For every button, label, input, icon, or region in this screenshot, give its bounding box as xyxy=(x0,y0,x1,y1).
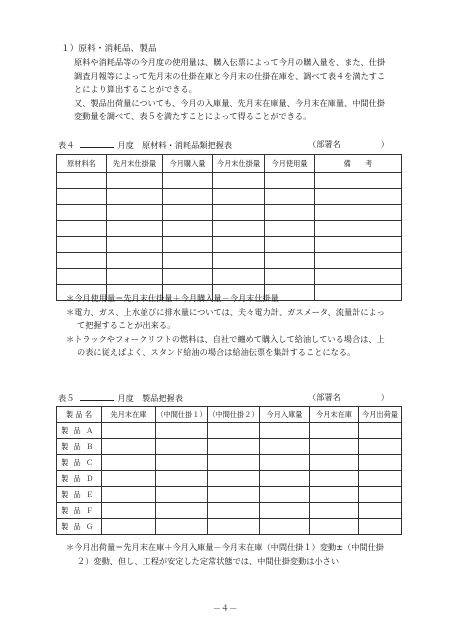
table-header-row xyxy=(57,155,402,173)
table-cell: 製 品 Ｅ xyxy=(57,487,102,503)
table-row xyxy=(57,439,402,455)
col-header: 今月入庫量 xyxy=(260,407,310,423)
table-cell xyxy=(107,269,163,285)
table4-label: 表４ xyxy=(58,140,75,150)
table-cell xyxy=(156,455,208,471)
table-cell xyxy=(213,237,265,253)
table-cell: 製 品 Ｄ xyxy=(57,471,102,487)
table-cell xyxy=(102,455,156,471)
col-header: 備 考 xyxy=(315,155,402,173)
table-cell xyxy=(156,503,208,519)
note-line: て把握することが出来る。 xyxy=(77,320,176,330)
page-number: －４－ xyxy=(212,603,238,613)
table-cell xyxy=(57,221,107,237)
table-cell xyxy=(359,471,402,487)
note-line: ＊トラックやフォークリフトの燃料は、自社で纏めて購入して給油している場合は、上 xyxy=(66,333,385,344)
table-cell xyxy=(310,503,359,519)
table-cell xyxy=(163,205,213,221)
table-cell xyxy=(359,423,402,439)
table-cell xyxy=(260,503,310,519)
table-cell xyxy=(156,439,208,455)
table-cell xyxy=(260,487,310,503)
table-cell xyxy=(310,423,359,439)
table-cell xyxy=(310,455,359,471)
table-cell xyxy=(208,455,260,471)
table-cell xyxy=(208,503,260,519)
table-cell xyxy=(102,503,156,519)
table-cell xyxy=(310,487,359,503)
table-row xyxy=(57,471,402,487)
table-cell xyxy=(315,253,402,269)
table-row xyxy=(57,269,402,285)
table-cell xyxy=(57,253,107,269)
table-cell xyxy=(260,471,310,487)
table-cell xyxy=(315,173,402,189)
table5-dept xyxy=(308,392,389,403)
table-cell xyxy=(208,471,260,487)
table-cell xyxy=(265,189,315,205)
table-row xyxy=(57,189,402,205)
table-cell xyxy=(163,189,213,205)
col-header: 先月末仕掛量 xyxy=(107,155,163,173)
table-cell xyxy=(213,269,265,285)
month-blank-line xyxy=(80,139,114,148)
col-header: 製 品 名 xyxy=(57,407,102,423)
table-cell xyxy=(213,205,265,221)
table-cell xyxy=(107,237,163,253)
table4-name: 原材料・消耗品類把握表 xyxy=(141,140,233,150)
section-heading: １）原料・消耗品、製品 xyxy=(61,44,157,54)
note-line: ＊今月使用量＝先月末仕掛量＋今月購入量－今月末仕掛量 xyxy=(66,293,279,303)
table-cell xyxy=(213,253,265,269)
dept-close: ） xyxy=(380,392,389,402)
col-header: 今月使用量 xyxy=(265,155,315,173)
table-cell xyxy=(156,487,208,503)
table-cell xyxy=(102,471,156,487)
table-row xyxy=(57,455,402,471)
note-line: の表に従えばよく、スタンド給油の場合は給油伝票を集計することになる。 xyxy=(77,347,356,357)
table-cell xyxy=(102,439,156,455)
table-cell xyxy=(359,439,402,455)
table-cell xyxy=(102,487,156,503)
dept-label: （部署名 xyxy=(308,392,341,402)
materials-table xyxy=(56,154,402,301)
table5-month: 月度 xyxy=(117,393,134,403)
table-cell xyxy=(310,439,359,455)
col-header: 今月末仕掛量 xyxy=(213,155,265,173)
col-header: （中間仕掛１） xyxy=(156,407,208,423)
table-cell xyxy=(359,503,402,519)
table-cell xyxy=(163,269,213,285)
table-cell xyxy=(163,221,213,237)
table-cell xyxy=(260,455,310,471)
table5-title xyxy=(58,392,183,404)
table-cell xyxy=(315,221,402,237)
table-cell xyxy=(102,519,156,535)
table-cell xyxy=(57,173,107,189)
table-cell xyxy=(315,269,402,285)
table-cell: 製 品 Ｇ xyxy=(57,519,102,535)
table-cell xyxy=(265,173,315,189)
table-cell xyxy=(315,189,402,205)
table-row xyxy=(57,237,402,253)
col-header: 今月出荷量 xyxy=(359,407,402,423)
table-cell xyxy=(156,471,208,487)
col-header: （中間仕掛２） xyxy=(208,407,260,423)
table-cell xyxy=(315,205,402,221)
section-paragraph-line: 調査月報等によって先月末の仕掛在庫と今月末の仕掛在庫を、調べて表４を満たすこ xyxy=(74,70,386,81)
col-header: 今月購入量 xyxy=(163,155,213,173)
table-cell xyxy=(107,221,163,237)
table-row xyxy=(57,205,402,221)
table-cell xyxy=(265,253,315,269)
table-cell xyxy=(156,519,208,535)
table4-dept xyxy=(308,139,389,150)
table-cell xyxy=(310,471,359,487)
table-cell xyxy=(315,237,402,253)
table-cell xyxy=(359,519,402,535)
table-cell xyxy=(265,205,315,221)
col-header: 原材料名 xyxy=(57,155,107,173)
table-cell xyxy=(359,455,402,471)
table-cell xyxy=(57,189,107,205)
table-row xyxy=(57,173,402,189)
note-line: ＊電力、ガス、上水並びに排水量については、夫々電力計、ガスメータ、流量計によっ xyxy=(66,306,385,317)
table-cell xyxy=(107,173,163,189)
table-cell xyxy=(107,205,163,221)
table-cell xyxy=(260,439,310,455)
table-cell: 製 品 Ｂ xyxy=(57,439,102,455)
table-cell xyxy=(310,519,359,535)
table4-month: 月度 xyxy=(117,140,134,150)
table-row xyxy=(57,503,402,519)
table-cell xyxy=(57,205,107,221)
dept-label: （部署名 xyxy=(308,139,341,149)
table-cell xyxy=(107,253,163,269)
table-cell xyxy=(265,237,315,253)
table-cell xyxy=(163,237,213,253)
table-cell xyxy=(208,439,260,455)
table-row xyxy=(57,221,402,237)
table-cell xyxy=(57,237,107,253)
table-cell xyxy=(213,189,265,205)
table-cell xyxy=(260,519,310,535)
section-paragraph-line: 原料や消耗品等の今月度の使用量は、購入伝票によって今月の購入量を、また、仕掛 xyxy=(74,57,386,67)
table-cell xyxy=(260,423,310,439)
table-cell: 製 品 Ｆ xyxy=(57,503,102,519)
table-cell xyxy=(265,269,315,285)
table-cell xyxy=(163,173,213,189)
table-cell xyxy=(359,487,402,503)
table-cell xyxy=(156,423,208,439)
table4-title xyxy=(58,139,232,151)
col-header: 先月末在庫 xyxy=(102,407,156,423)
table-cell xyxy=(102,423,156,439)
table-cell xyxy=(315,285,402,301)
section-paragraph-line: 又、製品出荷量についても、今月の入庫量、先月末在庫量、今月末在庫量、中間仕掛 xyxy=(74,97,385,108)
table-cell xyxy=(163,253,213,269)
table5-label: 表５ xyxy=(58,393,75,403)
dept-close: ） xyxy=(380,139,389,149)
table-cell xyxy=(208,487,260,503)
table-row xyxy=(57,253,402,269)
section-paragraph-line: とにより算出することができる。 xyxy=(74,84,197,94)
table5-name: 製品把握表 xyxy=(141,393,183,403)
table-cell xyxy=(107,189,163,205)
table-cell xyxy=(208,423,260,439)
table-cell xyxy=(57,269,107,285)
table-cell xyxy=(265,221,315,237)
table-cell xyxy=(213,221,265,237)
table-cell: 製 品 Ｃ xyxy=(57,455,102,471)
table-cell xyxy=(208,519,260,535)
table-header-row xyxy=(57,407,402,423)
section-paragraph-line: 変動量を調べて、表５を満たすことによって得ることができる。 xyxy=(74,111,312,121)
table-cell xyxy=(213,173,265,189)
month-blank-line xyxy=(80,392,114,401)
table-cell: 製 品 Ａ xyxy=(57,423,102,439)
table-row xyxy=(57,487,402,503)
table-row xyxy=(57,519,402,535)
note-line: ＊今月出荷量＝先月末在庫＋今月入庫量－今月末在庫（中間仕掛１）変動±（中間仕掛 xyxy=(66,542,384,552)
note-line: ２）変動、但し、工程が安定した定常状態では、中間仕掛変動は小さい xyxy=(77,555,340,566)
products-table xyxy=(56,406,402,535)
table-row xyxy=(57,423,402,439)
col-header: 今月末在庫 xyxy=(310,407,359,423)
